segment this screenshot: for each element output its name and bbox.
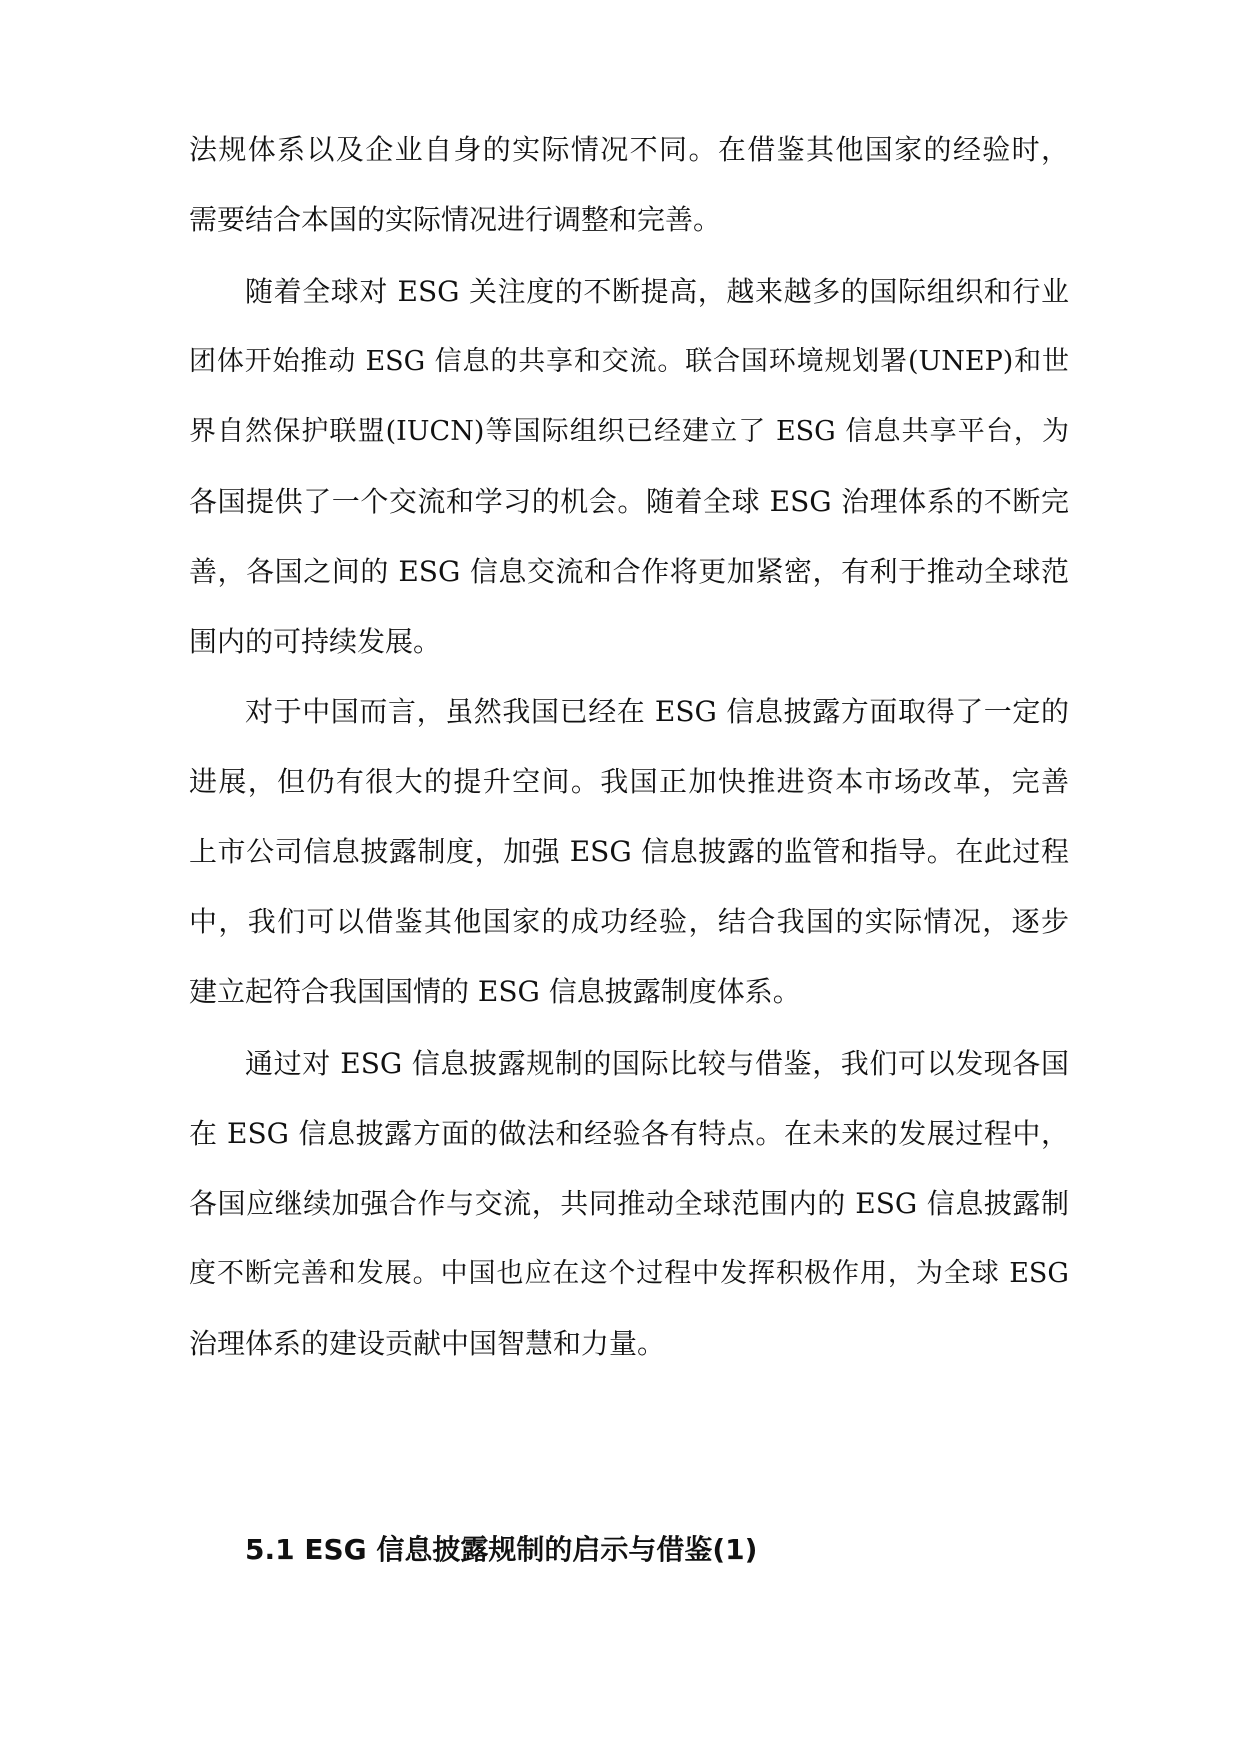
paragraph-line: 进展，但仍有很大的提升空间。我国正加快推进资本市场改革，完善: [189, 765, 1069, 798]
paragraph-line: 善，各国之间的 ESG 信息交流和合作将更加紧密，有利于推动全球范: [189, 555, 1069, 588]
section-heading: 5.1 ESG 信息披露规制的启示与借鉴(1): [245, 1533, 758, 1566]
paragraph-line: 围内的可持续发展。: [189, 625, 442, 658]
paragraph-line: 团体开始推动 ESG 信息的共享和交流。联合国环境规划署(UNEP)和世: [189, 346, 1069, 377]
paragraph-line: 在 ESG 信息披露方面的做法和经验各有特点。在未来的发展过程中，: [189, 1117, 1069, 1150]
paragraph-line: 度不断完善和发展。中国也应在这个过程中发挥积极作用，为全球 ESG: [189, 1258, 1069, 1289]
paragraph-line: 对于中国而言，虽然我国已经在 ESG 信息披露方面取得了一定的: [245, 695, 1069, 728]
paragraph-line: 中，我们可以借鉴其他国家的成功经验，结合我国的实际情况，逐步: [189, 905, 1069, 938]
paragraph-line: 需要结合本国的实际情况进行调整和完善。: [189, 203, 722, 236]
paragraph-line: 通过对 ESG 信息披露规制的国际比较与借鉴，我们可以发现各国: [245, 1047, 1069, 1080]
paragraph-line: 各国应继续加强合作与交流，共同推动全球范围内的 ESG 信息披露制: [189, 1187, 1069, 1220]
paragraph-line: 治理体系的建设贡献中国智慧和力量。: [189, 1327, 666, 1360]
paragraph-line: 界自然保护联盟(IUCN)等国际组织已经建立了 ESG 信息共享平台，为: [189, 416, 1069, 447]
paragraph-line: 各国提供了一个交流和学习的机会。随着全球 ESG 治理体系的不断完: [189, 485, 1069, 518]
paragraph-line: 上市公司信息披露制度，加强 ESG 信息披露的监管和指导。在此过程: [189, 835, 1069, 868]
paragraph-line: 随着全球对 ESG 关注度的不断提高，越来越多的国际组织和行业: [245, 275, 1069, 308]
paragraph-line: 建立起符合我国国情的 ESG 信息披露制度体系。: [189, 975, 801, 1008]
paragraph-line: 法规体系以及企业自身的实际情况不同。在借鉴其他国家的经验时，: [189, 133, 1069, 166]
